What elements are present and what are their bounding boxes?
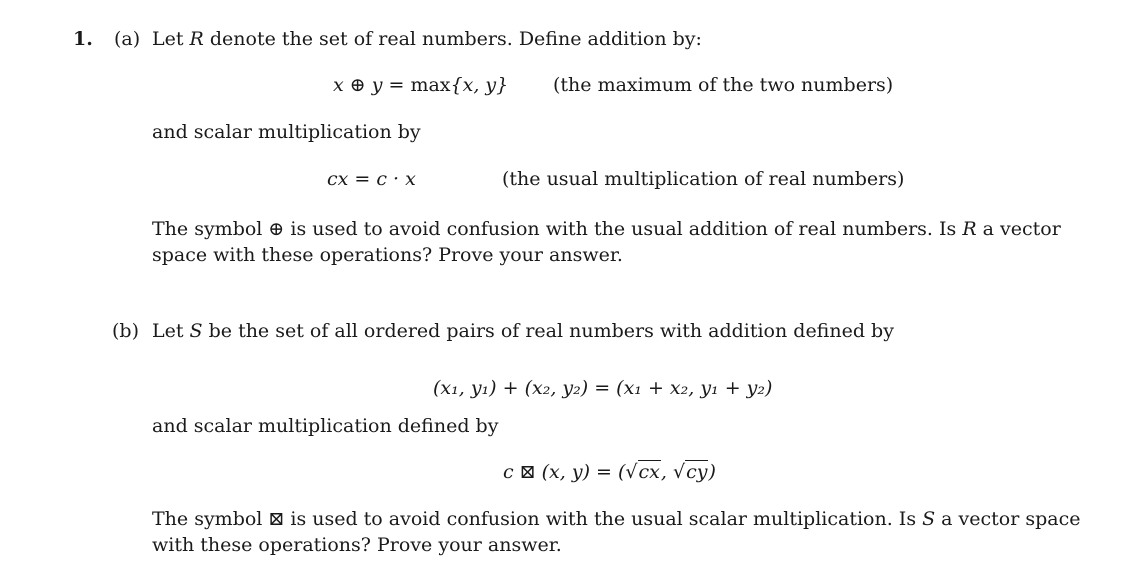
part-b-intro: Let S be the set of all ordered pairs of real numbers with addition defined by (152, 320, 894, 342)
max-addition-equation: x ⊕ y = max{x, y} (333, 74, 509, 96)
set-r-symbol: R (189, 28, 204, 50)
part-a-scalar-intro: and scalar multiplication by (152, 121, 421, 143)
max-addition-note: (the maximum of the two numbers) (553, 74, 894, 96)
pair-addition-equation: (x₁, y₁) + (x₂, y₂) = (x₁ + x₂, y₁ + y₂) (433, 377, 773, 399)
part-a-intro: Let R denote the set of real numbers. Define addition by: (152, 28, 702, 50)
part-b-question-line2: with these operations? Prove your answer. (152, 534, 562, 556)
part-a-label: (a) (114, 28, 141, 50)
part-a-question-line1: The symbol ⊕ is used to avoid confusion with the usual addition of real numbers. Is R a vector (152, 218, 1061, 240)
sqrt-scalar-equation: c ⊠ (x, y) = (√cx, √cy) (503, 461, 716, 483)
part-a-question-line2: space with these operations? Prove your answer. (152, 244, 623, 266)
part-b-label: (b) (112, 320, 139, 342)
scalar-mult-equation: cx = c · x (327, 168, 416, 190)
problem-number: 1. (73, 28, 93, 50)
scalar-mult-note: (the usual multiplication of real numbers) (502, 168, 905, 190)
part-b-scalar-intro: and scalar multiplication defined by (152, 415, 499, 437)
set-s-symbol: S (189, 320, 203, 342)
part-b-question-line1: The symbol ⊠ is used to avoid confusion with the usual scalar multiplication. Is S a vector space (152, 508, 1081, 530)
